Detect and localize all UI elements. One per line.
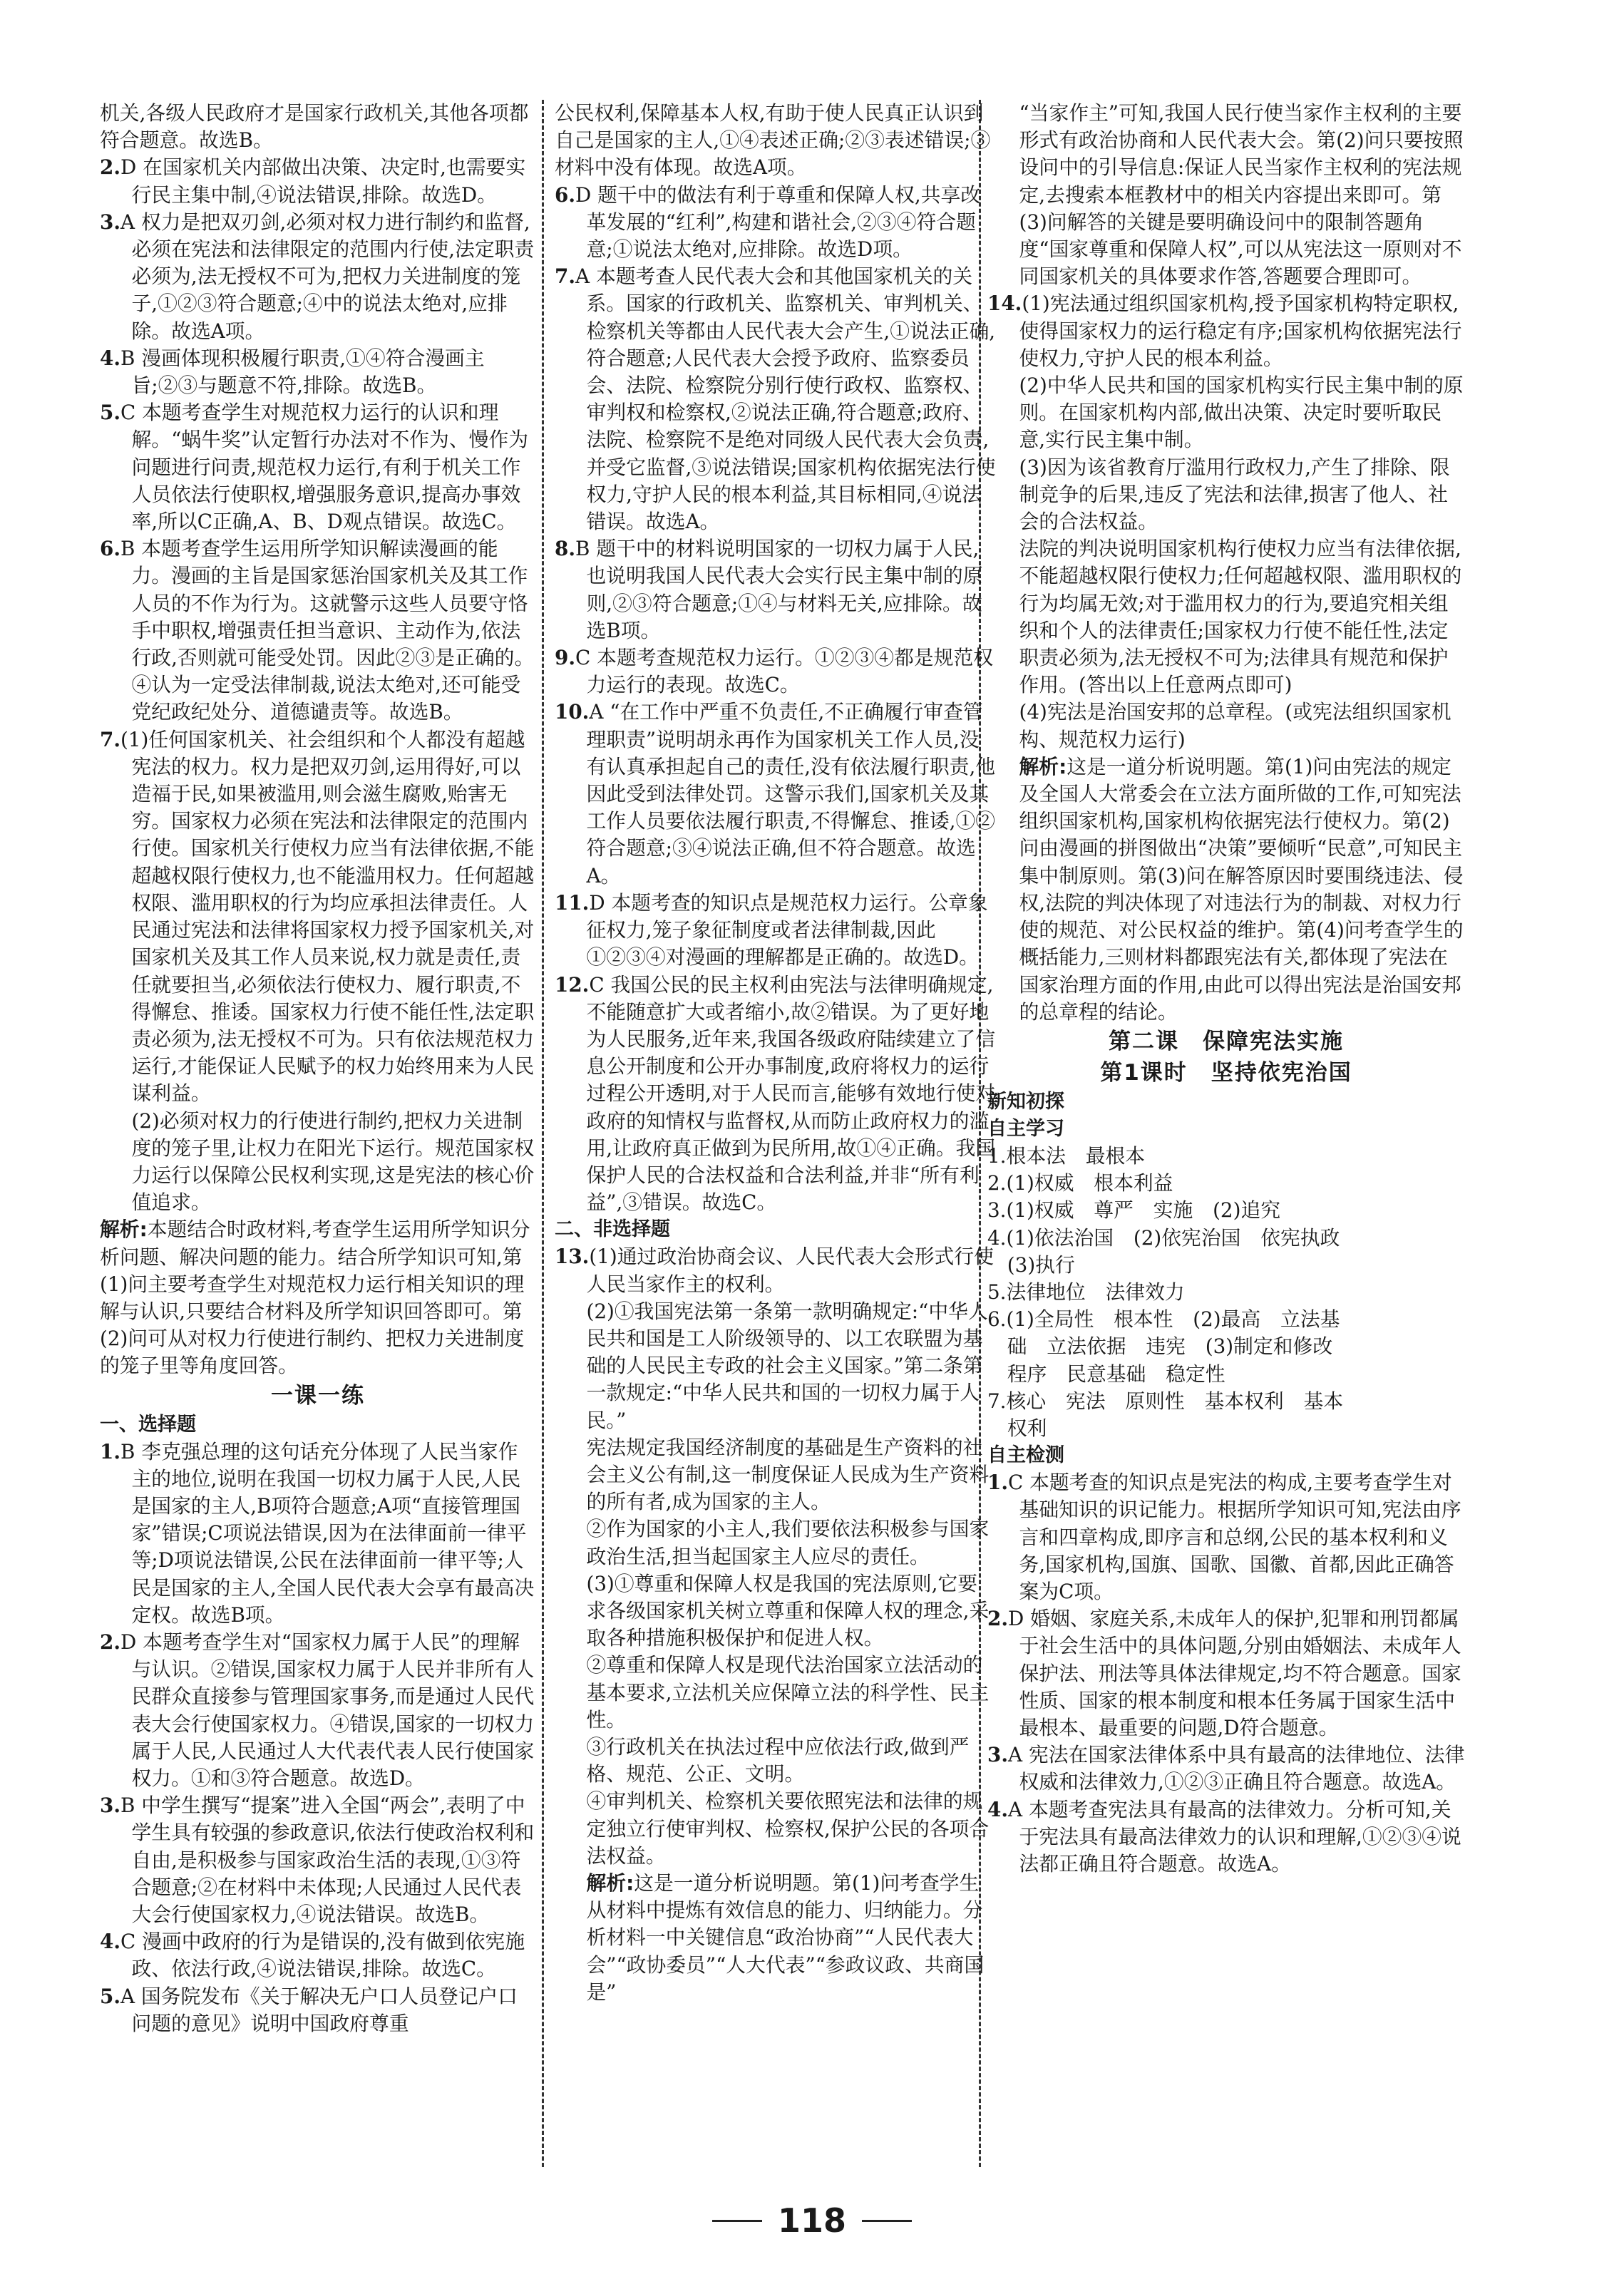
- lesson-title: 第1课时 坚持依宪治国: [1100, 1059, 1352, 1086]
- study-line: 础 立法依据 违宪 (3)制定和修改: [987, 1334, 1333, 1359]
- column-divider-left: [542, 100, 544, 2167]
- answer-item: 1.C 本题考查的知识点是宪法的构成,主要考查学生对基础知识的识记能力。根据所学知识可知,宪法由序言和四章构成,即序言和总纲,公民的基本权利和义务,国家机构,国旗、国歌、国徽、首都,因此正确答案为C项。: [987, 1471, 1461, 1603]
- section-title: 一课一练: [271, 1382, 365, 1409]
- answer-item: 2.D 本题考查学生对“国家权力属于人民”的理解与认识。②错误,国家权力属于人民并非所有人民群众直接参与管理国家事务,而是通过人民代表大会行使国家权力。④错误,国家的一切权力属于人民,人民通过人大代表代表人民行使国家权力。①和③符合题意。故选D。: [100, 1630, 535, 1790]
- answer-item: 2.D 在国家机关内部做出决策、决定时,也需要实行民主集中制,④说法错误,排除。故选D。: [100, 155, 526, 207]
- analysis-block: 解析:这是一道分析说明题。第(1)问由宪法的规定及全国人大常委会在立法方面所做的工作,可知宪法组织国家机构,国家机构依据宪法行使权力。第(2)问由漫画的拼图做出“决策”要倾听“民意”,可知民主集中制原则。第(3)问在解答原因时要围绕违法、侵权,法院的判决体现了对违法行为的制裁、对权力行使的规范、对公民权益的维护。第(4)问考查学生的概括能力,三则材料都跟宪法有关,都体现了宪法在国家治理方面的作用,由此可以得出宪法是治国安邦的总章程的结论。: [1019, 754, 1464, 1024]
- study-line: 5.法律地位 法律效力: [987, 1280, 1185, 1304]
- study-line: 程序 民意基础 稳定性: [987, 1362, 1225, 1386]
- answer-list-b: [100, 1439, 536, 2037]
- footer-dash-left: [712, 2220, 762, 2222]
- answer-item: 5.C 本题考查学生对规范权力运行的认识和理解。“蜗牛奖”认定暂行办法对不作为、慢作为问题进行问责,规范权力运行,有利于机关工作人员依法行使职权,增强服务意识,提高办事效率,所以C正确,A、B、D观点错误。故选C。: [100, 401, 529, 534]
- answer-item: 8.B 题干中的材料说明国家的一切权力属于人民,也说明我国人民代表大会实行民主集中制的原则,②③符合题意;①④与材料无关,应排除。故选B项。: [555, 537, 983, 642]
- subsection-heading: 一、选择题: [100, 1413, 196, 1436]
- answer-subpart: (3)因为该省教育厅滥用行政权力,产生了排除、限制竞争的后果,违反了宪法和法律,损害了他人、社会的合法权益。: [1019, 455, 1450, 534]
- page-number: 118: [777, 2201, 847, 2240]
- study-line: 6.(1)全局性 根本性 (2)最高 立法基: [987, 1307, 1340, 1332]
- section-heading-new-knowledge: 新知初探: [987, 1090, 1064, 1113]
- answer-item: 2.D 婚姻、家庭关系,未成年人的保护,犯罪和刑罚都属于社会生活中的具体问题,分别由婚姻法、未成年人保护法、刑法等具体法律规定,均不符合题意。国家性质、国家的根本制度和根本任务属于国家生活中最根本、最重要的问题,D符合题意。: [987, 1607, 1461, 1739]
- study-line: 7.核心 宪法 原则性 基本权利 基本: [987, 1389, 1344, 1413]
- answer-item: 11.D 本题考查的知识点是规范权力运行。公章象征权力,笼子象征制度或者法律制裁,因此①②③④对漫画的理解都是正确的。故选D。: [555, 890, 988, 969]
- answer-subpart: (3)①尊重和保障人权是我国的宪法原则,它要求各级国家机关树立尊重和保障人权的理念,采取各种措施积极保护和促进人权。: [586, 1571, 990, 1650]
- column-middle: [555, 100, 997, 2188]
- answer-subpart: (4)宪法是治国安邦的总章程。(或宪法组织国家机构、规范权力运行): [1019, 700, 1451, 751]
- answer-item: 4.B 漫画体现积极履行职责,①④符合漫画主旨;②③与题意不符,排除。故选B。: [100, 346, 485, 398]
- answer-subpart: ④审判机关、检察机关要依照宪法和法律的规定独立行使审判权、检察权,保护公民的各项合法权益。: [586, 1789, 990, 1868]
- answer-list-a: [100, 154, 536, 1107]
- column-right: [987, 100, 1465, 2188]
- subsection-heading: 二、非选择题: [555, 1218, 670, 1241]
- answer-subpart: ②尊重和保障人权是现代法治国家立法活动的基本要求,立法机关应保障立法的科学性、民主性。: [586, 1653, 990, 1732]
- footer-dash-right: [862, 2220, 912, 2222]
- analysis-label: 解析:: [100, 1218, 148, 1242]
- answer-subpart: 法院的判决说明国家机构行使权力应当有法律依据,不能超越权限行使权力;任何超越权限、滥用职权的行为均属无效;对于滥用权力的行为,要追究相关组织和个人的法律责任;国家权力行使不能任性,法定职责必须为,法无授权不可为;法律具有规范和保护作用。(答出以上任意两点即可): [1019, 537, 1462, 697]
- continuation-text: “当家作主”可知,我国人民行使当家作主权利的主要形式有政治协商和人民代表大会。第(2)问只要按照设问中的引导信息:保证人民当家作主权利的宪法规定,去搜索本框教材中的相关内容提出来即可。第(3)问解答的关键是要明确设问中的限制答题角度“国家尊重和保障人权”,可以从宪法这一原则对不同国家机关的具体要求作答,答题要合理即可。: [1019, 101, 1464, 289]
- study-line: 3.(1)权威 尊严 实施 (2)追究: [987, 1198, 1281, 1223]
- answer-item: 7.(1)任何国家机关、社会组织和个人都没有超越宪法的权力。权力是把双刃剑,运用得好,可以造福于民,如果被滥用,则会滋生腐败,贻害无穷。国家权力必须在宪法和法律限定的范围内行使。国家机关行使权力应当有法律依据,不能超越权限行使权力,也不能滥用权力。任何超越权限、滥用职权的行为均应承担法律责任。人民通过宪法和法律将国家权力授予国家机关,对国家机关及其工作人员来说,权力就是责任,责任就要担当,必须依法行使权力、履行职责,不得懈怠、推诿。国家权力行使不能任性,法定职责必须为,法无授权不可为。只有依法规范权力运行,才能保证人民赋予的权力始终用来为人民谋利益。: [100, 727, 535, 1106]
- study-line: 权利: [987, 1416, 1047, 1440]
- answer-item: 3.A 权力是把双刃剑,必须对权力进行制约和监督,必须在宪法和法律限定的范围内行使,法定职责必须为,法无授权不可为,把权力关进制度的笼子,①②③符合题意;④中的说法太绝对,应排除。故选A项。: [100, 210, 535, 343]
- analysis-label: 解析:: [1019, 754, 1067, 778]
- answer-item: 6.B 本题考查学生运用所学知识解读漫画的能力。漫画的主旨是国家惩治国家机关及其工作人员的不作为行为。这就警示这些人员要守恪手中职权,增强责任担当意识、主动作为,依法行政,否则就可能受处罚。因此②③是正确的。④认为一定受法律制裁,说法太绝对,还可能受党纪政纪处分、道德谴责等。故选B。: [100, 537, 535, 724]
- answer-subpart: (2)中华人民共和国的国家机构实行民主集中制的原则。在国家机构内部,做出决策、决定时要听取民意,实行民主集中制。: [1019, 374, 1464, 452]
- analysis-block: 解析:这是一道分析说明题。第(1)问考查学生从材料中提炼有效信息的能力、归纳能力。分析材料一中关键信息“政治协商”“人民代表大会”“政协委员”“人大代表”“参政议政、共商国是”: [586, 1871, 985, 2004]
- answer-item: 3.B 中学生撰写“提案”进入全国“两会”,表明了中学生具有较强的参政意识,依法行使政治权利和自由,是积极参与国家政治生活的表现,①③符合题意;②在材料中未体现;人民通过人民代表大会行使国家权力,④说法错误。故选B。: [100, 1794, 535, 1926]
- answer-item: 10.A “在工作中严重不负责任,不正确履行审查管理职责”说明胡永再作为国家机关工作人员,没有认真承担起自己的责任,没有依法履行职责,他因此受到法律处罚。这警示我们,国家机关及其工作人员要依法履行职责,不得懈怠、推诿,①②符合题意;③④说法正确,但不符合题意。故选A。: [555, 700, 996, 888]
- continuation-text: 机关,各级人民政府才是国家行政机关,其他各项都符合题意。故选B。: [100, 101, 529, 153]
- study-line: 2.(1)权威 根本利益: [987, 1171, 1173, 1195]
- study-line: 4.(1)依法治国 (2)依宪治国 依宪执政: [987, 1225, 1340, 1250]
- answer-subpart: (2)必须对权力的行使进行制约,把权力关进制度的笼子里,让权力在阳光下运行。规范国家权力运行以保障公民权利实现,这是宪法的核心价值追求。: [131, 1108, 535, 1215]
- answer-subpart: 宪法规定我国经济制度的基础是生产资料的社会主义公有制,这一制度保证人民成为生产资料的所有者,成为国家的主人。: [586, 1435, 990, 1514]
- study-line: 1.根本法 最根本: [987, 1143, 1146, 1168]
- answer-item: 12.C 我国公民的民主权利由宪法与法律明确规定,不能随意扩大或者缩小,故②错误。为了更好地为人民服务,近年来,我国各级政府陆续建立了信息公开制度和公开办事制度,政府将权力的运行过程公开透明,对于人民而言,能够有效地行使对政府的知情权与监督权,从而防止政府权力的滥用,让政府真正做到为民所用,故①④正确。我国保护人民的合法权益和合法利益,并非“所有利益”,③错误。故选C。: [555, 972, 996, 1215]
- answer-item: 13.(1)通过政治协商会议、人民代表大会形式行使人民当家作主的权利。: [555, 1245, 994, 1296]
- chapter-title: 第二课 保障宪法实施: [1109, 1028, 1344, 1054]
- analysis-block: 解析:本题结合时政材料,考查学生运用所学知识分析问题、解决问题的能力。结合所学知识可知,第(1)问主要考查学生对规范权力运行相关知识的理解与认识,只要结合材料及所学知识回答即可。第(2)问可从对权力行使进行制约、把权力关进制度的笼子里等角度回答。: [100, 1218, 530, 1378]
- answer-item: 4.A 本题考查宪法具有最高的法律效力。分析可知,关于宪法具有最高法律效力的认识和理解,①②③④说法都正确且符合题意。故选A。: [987, 1797, 1461, 1876]
- answer-subpart: ②作为国家的小主人,我们要依法积极参与国家政治生活,担当起国家主人应尽的责任。: [586, 1517, 990, 1568]
- answer-item: 4.C 漫画中政府的行为是错误的,没有做到依宪施政、依法行政,④说法错误,排除。故选C。: [100, 1930, 525, 1981]
- continuation-text: 公民权利,保障基本人权,有助于使人民真正认识到自己是国家的主人,①④表述正确;②③表述错误;③材料中没有体现。故选A项。: [555, 101, 991, 180]
- analysis-label: 解析:: [586, 1871, 634, 1895]
- answer-item: 1.B 李克强总理的这句话充分体现了人民当家作主的地位,说明在我国一切权力属于人民,人民是国家的主人,B项符合题意;A项“直接管理国家”错误;C项说法错误,因为在法律面前一律平等;D项说法错误,公民在法律面前一律平等;人民是国家的主人,全国人民代表大会享有最高决定权。故选B项。: [100, 1439, 535, 1627]
- section-heading-self-check: 自主检测: [987, 1444, 1064, 1467]
- answer-item: 6.D 题干中的做法有利于尊重和保障人权,共享改革发展的“红利”,构建和谐社会,②③④符合题意;①说法太绝对,应排除。故选D项。: [555, 182, 981, 262]
- answer-item: 14.(1)宪法通过组织国家机构,授予国家机构特定职权,使得国家权力的运行稳定有序;国家机构依据宪法行使权力,守护人民的根本利益。: [987, 292, 1462, 370]
- study-line: (3)执行: [987, 1252, 1075, 1277]
- section-heading-self-study: 自主学习: [987, 1117, 1064, 1140]
- page-footer: [0, 2201, 1624, 2240]
- answer-item: 3.A 宪法在国家法律体系中具有最高的法律地位、法律权威和法律效力,①②③正确且符合题意。故选A。: [987, 1743, 1465, 1794]
- answer-item: 5.A 国务院发布《关于解决无户口人员登记户口问题的意见》说明中国政府尊重: [100, 1984, 518, 2035]
- answer-subpart: (2)①我国宪法第一条第一款明确规定:“中华人民共和国是工人阶级领导的、以工农联盟为基础的人民民主专政的社会主义国家。”第二条第一款规定:“中华人民共和国的一切权力属于人民。”: [586, 1299, 988, 1432]
- answer-list-a: [555, 182, 997, 1217]
- answer-subpart: ③行政机关在执法过程中应依法行政,做到严格、规范、公正、文明。: [586, 1734, 970, 1786]
- answer-item: 9.C 本题考查规范权力运行。①②③④都是规范权力运行的表现。故选C。: [555, 646, 994, 697]
- answer-item: 7.A 本题考查人民代表大会和其他国家机关的关系。国家的行政机关、监察机关、审判机关、检察机关等都由人民代表大会产生,①说法正确,符合题意;人民代表大会授予政府、监察委员会、法院、检察院分别行使行政权、监察权、审判权和检察权,②说法正确,符合题意;政府、法院、检察院不是绝对同级人民代表大会负责,并受它监督,③说法错误;国家机构依据宪法行使权力,守护人民的根本利益,其目标相同,④说法错误。故选A。: [555, 264, 996, 534]
- column-left: [100, 100, 536, 2188]
